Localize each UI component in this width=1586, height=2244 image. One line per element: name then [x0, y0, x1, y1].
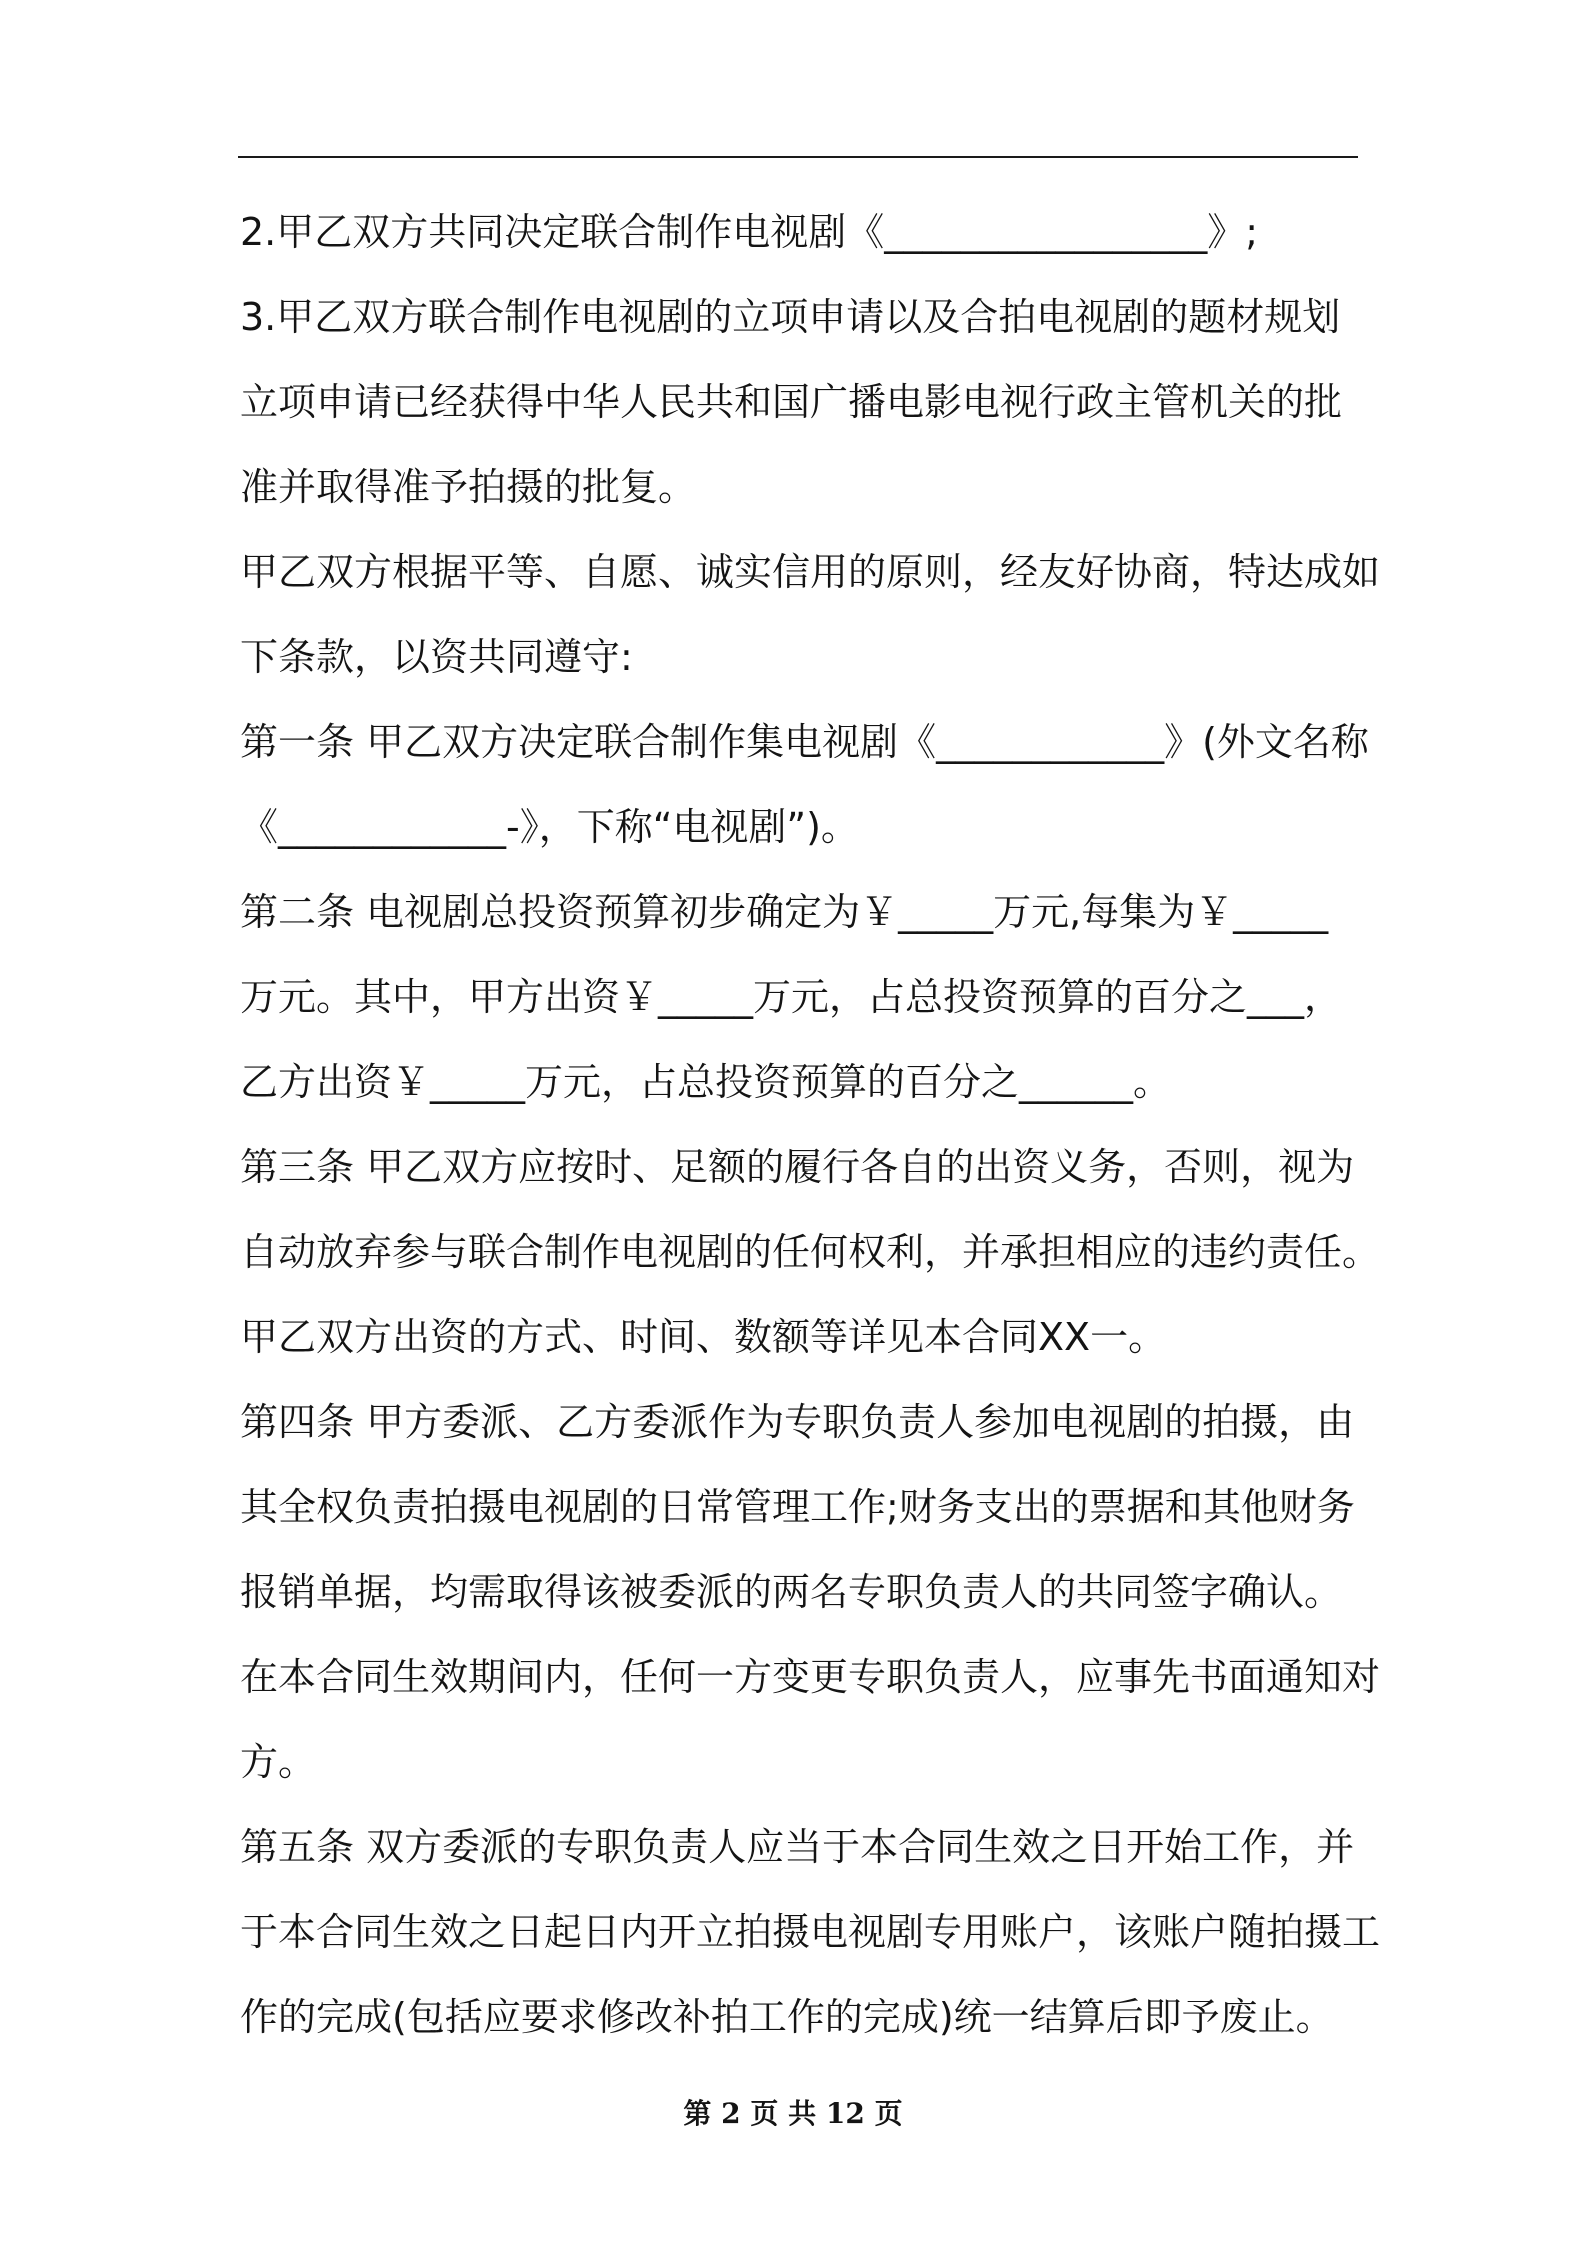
text-line: 第四条 甲方委派、乙方委派作为专职负责人参加电视剧的拍摄，由: [240, 1400, 1355, 1444]
text-line: 2.甲乙双方共同决定联合制作电视剧《_________________》;: [240, 210, 1259, 254]
text-line: 甲乙双方出资的方式、时间、数额等详见本合同XX一。: [240, 1315, 1167, 1359]
text-line: 第一条 甲乙双方决定联合制作集电视剧《____________》(外文名称: [240, 720, 1369, 764]
text-line: 第三条 甲乙双方应按时、足额的履行各自的出资义务，否则，视为: [240, 1145, 1355, 1189]
text-line: 3.甲乙双方联合制作电视剧的立项申请以及合拍电视剧的题材规划: [240, 295, 1341, 339]
text-line: 其全权负责拍摄电视剧的日常管理工作;财务支出的票据和其他财务: [240, 1485, 1355, 1529]
text-line: 第五条 双方委派的专职负责人应当于本合同生效之日开始工作，并: [240, 1825, 1355, 1869]
header-rule: [238, 156, 1358, 158]
text-line: 准并取得准予拍摄的批复。: [240, 465, 697, 509]
text-line: 自动放弃参与联合制作电视剧的任何权利，并承担相应的违约责任。: [240, 1230, 1381, 1274]
text-line: 万元。其中，甲方出资￥_____万元，占总投资预算的百分之___，: [240, 975, 1343, 1019]
text-line: 立项申请已经获得中华人民共和国广播电影电视行政主管机关的批: [240, 380, 1343, 424]
text-line: 报销单据，均需取得该被委派的两名专职负责人的共同签字确认。: [240, 1570, 1343, 1614]
document-body: [240, 190, 1381, 2060]
text-line: 于本合同生效之日起日内开立拍摄电视剧专用账户，该账户随拍摄工: [240, 1910, 1381, 1954]
text-line: 甲乙双方根据平等、自愿、诚实信用的原则，经友好协商，特达成如: [240, 550, 1381, 594]
text-line: 《____________-》，下称“电视剧”)。: [240, 805, 859, 849]
text-line: 作的完成(包括应要求修改补拍工作的完成)统一结算后即予废止。: [240, 1995, 1334, 2039]
text-line: 在本合同生效期间内，任何一方变更专职负责人，应事先书面通知对: [240, 1655, 1381, 1699]
text-line: 第二条 电视剧总投资预算初步确定为￥_____万元,每集为￥_____: [240, 890, 1329, 934]
text-line: 下条款，以资共同遵守:: [240, 635, 633, 679]
page-number: 第 2 页 共 12 页: [683, 2097, 903, 2130]
text-line: 方。: [240, 1740, 317, 1784]
text-line: 乙方出资￥_____万元，占总投资预算的百分之______。: [240, 1060, 1172, 1104]
